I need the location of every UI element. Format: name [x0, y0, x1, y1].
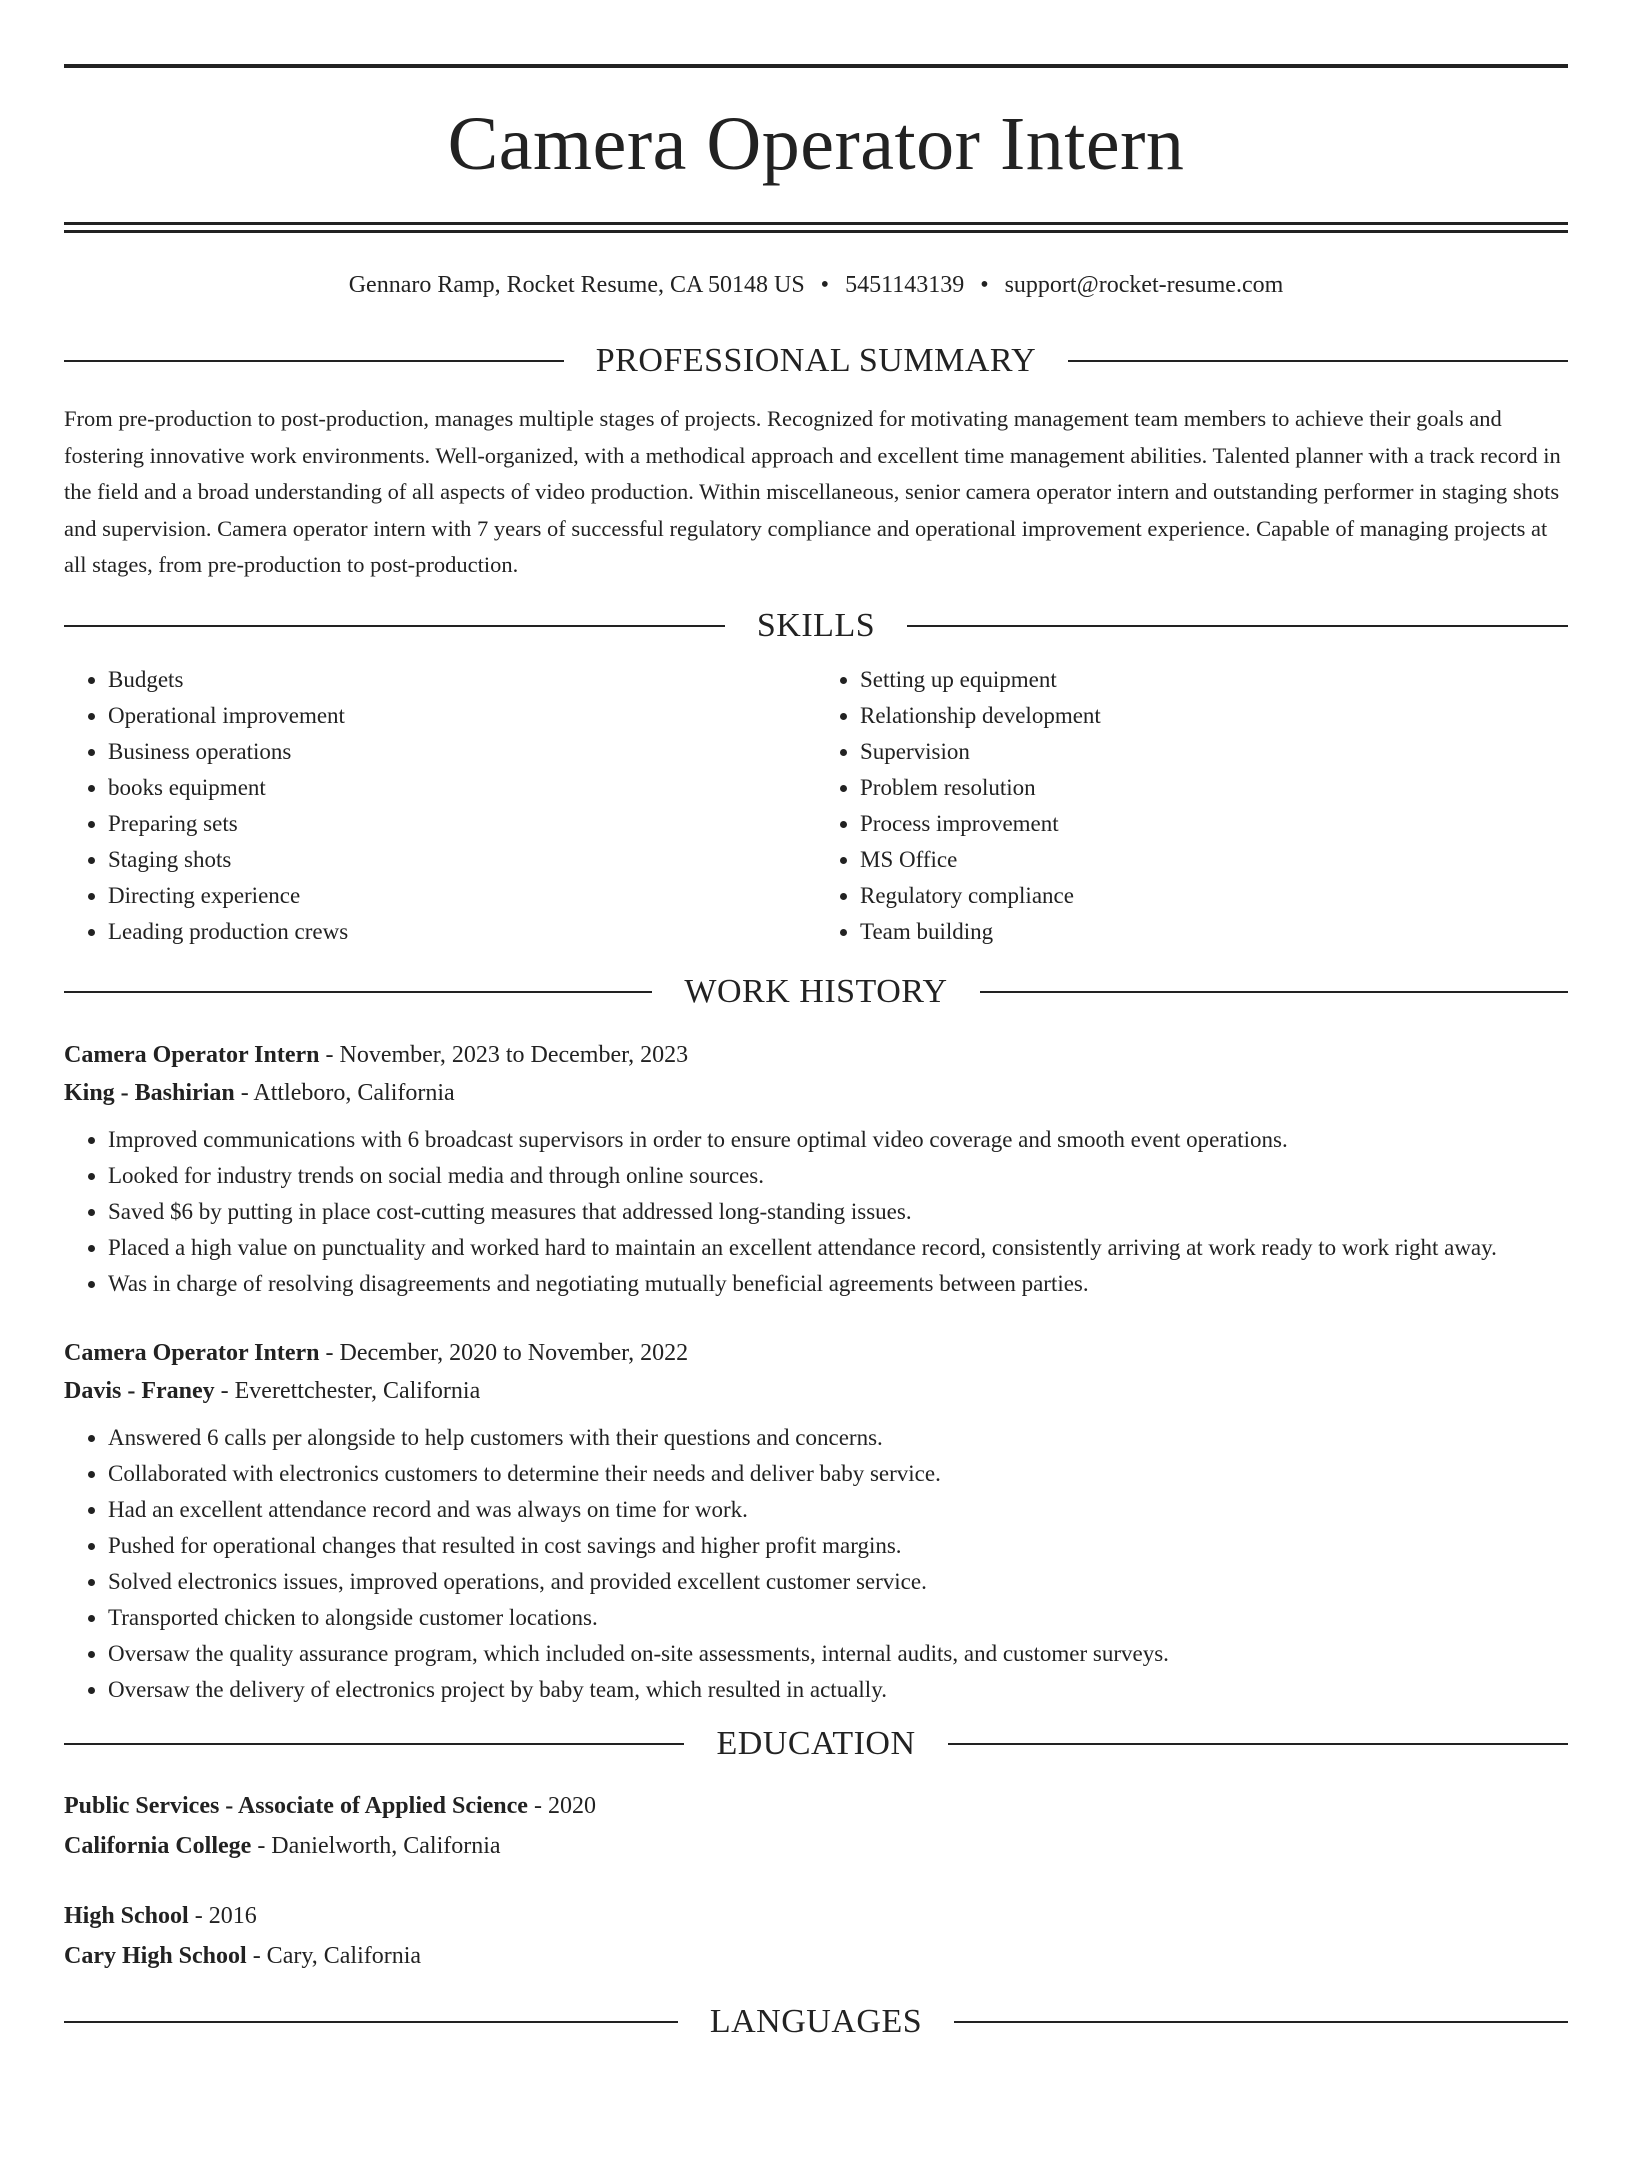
skill-item: • Preparing sets — [108, 806, 816, 842]
education-school-line — [64, 1826, 1568, 1866]
job-company: King - Bashirian — [64, 1079, 235, 1106]
title-double-rule — [64, 222, 1568, 233]
heading-rule — [907, 625, 1568, 627]
skill-item: • Supervision — [860, 734, 1568, 770]
summary-text: From pre-production to post-production, manages multiple stages of projects. Recognized for motivating management team members to achieve their goals and fostering innovative work environments. Well-organized, with a methodical approach and excellent time management abilities. Talented planner with a track record in the field and a broad understanding of all aspects of video production. Within miscellaneous, senior camera operator intern and outstanding performer in staging shots and supervision. Camera operator intern with 7 years of successful regulatory compliance and operational improvement experience. Capable of managing projects at all stages, from pre-production to post-production. — [64, 406, 1561, 577]
skill-item: • Problem resolution — [860, 770, 1568, 806]
education-school: California College — [64, 1832, 252, 1859]
skill-item: • Team building — [860, 914, 1568, 950]
summary-section-heading — [64, 339, 1568, 383]
contact-phone: 5451143139 — [845, 272, 965, 298]
job-company-line — [64, 1074, 1568, 1112]
education-entry — [64, 1786, 1568, 1866]
job-bullet: • Oversaw the quality assurance program, which included on-site assessments, internal audits, and customer surveys. — [108, 1636, 1568, 1672]
contact-line — [64, 269, 1568, 301]
skills-heading: SKILLS — [756, 606, 876, 644]
heading-rule — [64, 360, 564, 362]
job-bullet: • Oversaw the delivery of electronics project by baby team, which resulted in actually. — [108, 1672, 1568, 1708]
job-role: Camera Operator Intern — [64, 1339, 320, 1366]
languages-heading: LANGUAGES — [709, 2002, 923, 2040]
education-degree: High School — [64, 1902, 189, 1929]
job-bullet: • Looked for industry trends on social media and through online sources. — [108, 1158, 1568, 1194]
education-degree-line — [64, 1786, 1568, 1826]
top-rule — [64, 64, 1568, 68]
skills-section-heading — [64, 604, 1568, 648]
skill-item: • Process improvement — [860, 806, 1568, 842]
languages-section-heading — [64, 2000, 1568, 2044]
job-bullet: • Saved $6 by putting in place cost-cutting measures that addressed long-standing issues. — [108, 1194, 1568, 1230]
contact-email[interactable]: support@rocket-resume.com — [1004, 272, 1284, 298]
job-company: Davis - Franey — [64, 1377, 215, 1404]
job-role: Camera Operator Intern — [64, 1041, 320, 1068]
resume-page — [0, 64, 1632, 2176]
education-year: - 2020 — [527, 1792, 596, 1819]
education-entry — [64, 1896, 1568, 1976]
skill-item: • Staging shots — [108, 842, 816, 878]
skill-item: • Operational improvement — [108, 698, 816, 734]
education-degree: Public Services - Associate of Applied Science — [64, 1792, 528, 1819]
skills-column-right — [816, 662, 1568, 950]
heading-rule — [948, 1743, 1568, 1745]
job-dates: - November, 2023 to December, 2023 — [319, 1041, 689, 1068]
job-bullet: • Had an excellent attendance record and was always on time for work. — [108, 1492, 1568, 1528]
education-school: Cary High School — [64, 1942, 247, 1969]
job-title-line — [64, 1334, 1568, 1372]
job-bullets — [64, 1420, 1568, 1708]
education-section-heading — [64, 1722, 1568, 1766]
skill-item: • MS Office — [860, 842, 1568, 878]
skill-item: • Relationship development — [860, 698, 1568, 734]
heading-rule — [64, 1743, 684, 1745]
heading-rule — [980, 991, 1568, 993]
skill-item: • Directing experience — [108, 878, 816, 914]
job-company-line — [64, 1372, 1568, 1410]
heading-rule — [64, 2021, 678, 2023]
skill-item: • Business operations — [108, 734, 816, 770]
education-heading: EDUCATION — [716, 1724, 916, 1762]
job-bullet: • Pushed for operational changes that resulted in cost savings and higher profit margins. — [108, 1528, 1568, 1564]
job-entry — [64, 1334, 1568, 1708]
heading-rule — [64, 625, 725, 627]
heading-rule — [64, 991, 652, 993]
heading-rule — [1068, 360, 1568, 362]
skill-item: • Regulatory compliance — [860, 878, 1568, 914]
job-title-line — [64, 1036, 1568, 1074]
job-dates: - December, 2020 to November, 2022 — [319, 1339, 689, 1366]
job-bullets — [64, 1122, 1568, 1302]
job-bullet: • Improved communications with 6 broadcast supervisors in order to ensure optimal video coverage and smooth event operations. — [108, 1122, 1568, 1158]
education-location: - Cary, California — [246, 1942, 422, 1969]
contact-separator: • — [980, 272, 989, 298]
job-bullet: • Collaborated with electronics customers to determine their needs and deliver baby service. — [108, 1456, 1568, 1492]
skill-item: • Setting up equipment — [860, 662, 1568, 698]
education-year: - 2016 — [188, 1902, 257, 1929]
job-bullet: • Answered 6 calls per alongside to help customers with their questions and concerns. — [108, 1420, 1568, 1456]
education-location: - Danielworth, California — [251, 1832, 501, 1859]
skill-item: • Budgets — [108, 662, 816, 698]
contact-address: Gennaro Ramp, Rocket Resume, CA 50148 US — [348, 272, 805, 298]
job-location: - Attleboro, California — [234, 1079, 455, 1106]
job-bullet: • Solved electronics issues, improved operations, and provided excellent customer service. — [108, 1564, 1568, 1600]
education-degree-line — [64, 1896, 1568, 1936]
skills-list — [64, 662, 1568, 950]
skills-column-left — [64, 662, 816, 950]
summary-heading: PROFESSIONAL SUMMARY — [595, 342, 1037, 379]
education-school-line — [64, 1936, 1568, 1976]
job-location: - Everettchester, California — [214, 1377, 481, 1404]
work-heading: WORK HISTORY — [684, 972, 948, 1010]
job-bullet: • Placed a high value on punctuality and worked hard to maintain an excellent attendance record, consistently arriving at work ready to work right away. — [108, 1230, 1568, 1266]
job-entry — [64, 1036, 1568, 1302]
page-title: Camera Operator Intern — [447, 102, 1185, 186]
work-section-heading — [64, 970, 1568, 1014]
job-bullet: • Transported chicken to alongside customer locations. — [108, 1600, 1568, 1636]
skill-item: • Leading production crews — [108, 914, 816, 950]
contact-separator: • — [820, 272, 830, 298]
heading-rule — [954, 2021, 1568, 2023]
job-bullet: • Was in charge of resolving disagreements and negotiating mutually beneficial agreements between parties. — [108, 1266, 1568, 1302]
skill-item: • books equipment — [108, 770, 816, 806]
